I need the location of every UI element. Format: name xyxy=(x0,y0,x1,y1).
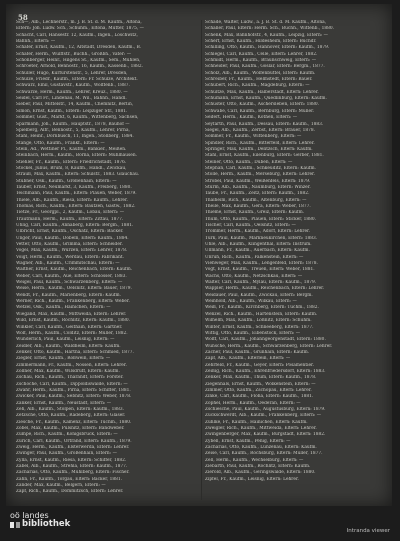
directory-entry: Wappler, Herm., Kaufm., Reichenbach, Eltern: Lehrer. xyxy=(205,286,325,292)
directory-entry: Teichmann, Paul, Kaufm., Eltern: Plauen, Weber, 1879. xyxy=(16,191,137,197)
directory-entry: Stolle, Herm., Kaufm., Merseburg, Eltern: Lehrer. xyxy=(205,172,315,178)
directory-entry: Steiner, Otto, Kaufm., Düben, Eltern: — xyxy=(205,159,293,165)
directory-entry: Stöckel, Julius, Brühl, 8, Kaufm., Handl., Zwickau, xyxy=(16,165,127,171)
directory-entry: Zabel, Alb., Kaufm., Strehla, Eltern: Kaufm., 1877. xyxy=(16,464,128,470)
directory-entry: Spielberg, Alfr., Bennostr., 5, Kaufm., Lehrer, Pirna, xyxy=(16,127,130,133)
directory-entry: Tischer, Carl, Kaufm., Oelsnitz, Eltern: — xyxy=(205,223,296,228)
directory-entry: Zwicker, Paul, Kaufm., Sebnitz, Eltern: Weber, 1878. xyxy=(16,394,132,400)
directory-entry: Wünsche, Herm., Kaufm., Schwarzenberg, Eltern: Lehrer. xyxy=(205,343,333,349)
logo-text-top: oö landes xyxy=(10,511,49,520)
directory-entry: Sommer, Gust., Markt, 6, Kaufm., Wittenberg, Sachsen, xyxy=(16,115,139,121)
viewer-link[interactable]: Intranda viewer xyxy=(346,528,390,534)
directory-entry: Zschiesche, Paul, Kaufm., Augustusburg, Eltern: 1879. xyxy=(205,406,326,412)
directory-entry: Vetter, Otto, Kaufm., Grimma, Eltern: Schneider. xyxy=(16,242,123,248)
directory-entry: Sturm, Alb., Kaufm., Naumburg, Eltern: Winzer. xyxy=(205,184,311,190)
directory-entry: Walter, Carl, Kaufm., Mylau, Eltern: Kaufm., 1879. xyxy=(205,280,317,286)
directory-entry: Ziebarth, Paul, Kaufm., Rochlitz, Eltern: Kaufm. xyxy=(205,464,311,470)
directory-entry: Wendt, Fr., Kaufm., Marienberg, Eltern: Kaufm. xyxy=(16,292,121,298)
directory-entry: Wunderlich, Paul, Kaufm., Leisnig, Eltern: — xyxy=(16,337,115,343)
directory-entry: Schmidt, Herm., Kaufm., Braunschweig, Eltern: — xyxy=(205,58,317,64)
directory-entry: Viehweger, Max, Kaufm., Lengenfeld, Eltern: 1878. xyxy=(205,261,318,267)
directory-entry: Trautmann, Herm., Kaufm., Eltern: Zittau, 1877. xyxy=(16,216,124,222)
left-column xyxy=(16,20,199,504)
directory-entry: Zwahr, Herm., Kaufm., Pirna, Eltern: Schiffer, 1881. xyxy=(16,387,131,393)
directory-entry: Theile, Max, Kaufm., Gera, Eltern: Weber, 1877. xyxy=(205,203,311,209)
directory-entry: Seifert, Herm., Kaufm., Köthen, Eltern: — xyxy=(205,115,298,121)
directory-entry: Sparmann, Joh., Kaufm., Hauptstr., 1878, Bauhof — xyxy=(16,121,130,127)
directory-entry: Ziesche, Fr., Kaufm., Kamenz, Eltern: Tuchm., 1880. xyxy=(16,419,132,425)
directory-entry: Stübner, Osk., Kaufm., Großenhain, Eltern: — xyxy=(16,178,117,184)
directory-entry: Wenzel, Rich., Kaufm., Hartenstein, Eltern: Kaufm. xyxy=(205,311,318,317)
right-column xyxy=(205,20,388,504)
directory-entry: Zierold, Alb., Kaufm., Geringswalde, Eltern: 1880. xyxy=(205,470,316,476)
directory-entry: Schwarz, Emil, Gustavstr., Kaufm., Wolffenb., 1887. xyxy=(16,83,130,89)
directory-entry: Wolf, Herm., Kaufm., Colditz, Eltern: Müller, 1882. xyxy=(16,330,128,336)
directory-entry: Thum, Otto, Kaufm., Plauen, Eltern: Sticker, 1880. xyxy=(205,216,317,222)
directory-entry: Zühlke, Fr., Kaufm., Hainichen, Eltern: Kaufm. xyxy=(205,419,308,425)
directory-entry: Zeise, Carl, Kaufm., Rochsburg, Eltern: Müller, 1877. xyxy=(205,451,323,457)
directory-entry: Schneider, Paul, Kaufm., Goslar, Eltern: Bergm., 1877. xyxy=(205,64,325,70)
logo-line-2 xyxy=(10,520,70,529)
directory-entry: Zahn, Fr., Kaufm., Torgau, Eltern: Bäcker, 1881. xyxy=(16,476,123,482)
directory-entry: Weidauer, Paul, Kaufm., Zwickau, Eltern: Bergm. xyxy=(205,292,313,298)
directory-entry: Schade, Walter, Ludw., a. J. B. St. d. M. Kaufm., Altona, xyxy=(205,20,327,25)
scanned-page xyxy=(6,4,392,506)
directory-entry: Zacharias, Otto, Kaufm., Mühlberg, Eltern: Fischer. xyxy=(16,470,130,476)
directory-entry: Wiegand, Max, Kaufm., Mittweida, Eltern: Lehrer. xyxy=(16,311,127,317)
directory-entry: Zander, Max, Kaufm., Belgern, Eltern: — xyxy=(16,483,106,489)
directory-entry: Scherf, Ernst, Kaufm., Hildesheim, Eltern: Buchdr. xyxy=(205,39,317,45)
directory-entry: Schilling, Otto, Kaufm., Hannover, Eltern: Kaufm., 1879. xyxy=(205,45,330,51)
directory-entry: Zweigler, Rich., Kaufm., Mittweida, Eltern: Lehrer. xyxy=(205,426,317,431)
directory-entry: Springer, Max, Kaufm., Delitzsch, Eltern: Kaufm. xyxy=(205,146,313,152)
directory-entry: Unruh, Rich., Kaufm., Falkenstein, Eltern: — xyxy=(205,254,304,260)
directory-entry: Weinhold, Alb., Kaufm., Wilkau, Eltern: — xyxy=(205,299,297,305)
directory-entry: Zuckschwerdt, Alb., Kaufm., Frankenberg, Eltern: — xyxy=(205,413,322,419)
directory-entry: Zumpe, Rich., Kaufm., Königsbrück, Eltern: — xyxy=(16,432,118,438)
directory-entry: Zinke, Carl, Kaufm., Flöha, Eltern: Kaufm., 1881. xyxy=(205,394,314,400)
directory-entry: Zänker, Ernst, Kaufm., Neustadt, Eltern: — xyxy=(16,400,112,406)
directory-entry: Zapf, Rich., Kaufm., Dommitzsch, Eltern: Lehrer. xyxy=(16,489,124,495)
directory-entry: Schwabe, Carl, Kaufm., Bernburg, Eltern: Müller. xyxy=(205,108,315,114)
directory-entry: Schenk, Max, Bahnhofstr., 4, Kaufm., Leipzig, Eltern: — xyxy=(205,32,328,38)
directory-entry: Türk, Paul, Kaufm., Markneukirchen, Eltern: 1883. xyxy=(205,235,318,241)
directory-entry: Schäfer, Ernst, Kaufm., 12, Altstadt, Dresden, Kaufm., B. xyxy=(16,45,142,51)
directory-entry: Schäfer, Herm., Wulffstr., Buchh., Großbh., Vater: — xyxy=(16,51,132,57)
directory-entry: Eltern: Joh. Ludw. Sch., Schuhm., Eltona, Mutter, 1875, — xyxy=(16,26,144,32)
directory-entry: Zell, Herm., Kaufm., Wechselburg, Eltern: — xyxy=(205,457,304,463)
directory-entry: Tauber, Ernst, Neumarkt, 3, Kaufm., Freiberg, 1880. xyxy=(16,184,132,190)
directory-entry: Strauß, Max, Kaufm., Eltern: Schulstr., 1883. Glauchau. xyxy=(16,172,140,178)
logo-text-bottom: bibliothek xyxy=(22,519,71,529)
directory-entry: Stange, Otto, Kaufm., Frankf., Eltern: — xyxy=(16,140,105,146)
directory-entry: Zipfel, Fr., Kaufm., Leisnig, Eltern: Lehrer. xyxy=(205,476,299,482)
directory-entry: Thiele, Alb., Kaufm., Riesa, Eltern: Kaufm., Lehrer. xyxy=(16,197,128,203)
directory-entry: Walther, Ernst, Kaufm., Reichenbach, Eltern: Kaufm. xyxy=(16,267,133,273)
directory-entry: Siegel, Alb., Kaufm., Zerbst, Eltern: Brauer, 1878. xyxy=(205,127,316,133)
directory-entry: Zapf, Alb., Kaufm., Elterlein, Eltern: — xyxy=(205,356,291,362)
directory-entry: Zetzsche, Otto, Kaufm., Radeberg, Eltern: Glaser. xyxy=(16,413,126,419)
directory-entry: Vogel, Max, Kaufm., Wurzen, Eltern: Lehrer, 1878. xyxy=(16,248,128,254)
directory-entry: Weigel, Paul, Kaufm., Schwarzenberg, Eltern: — xyxy=(16,280,123,286)
directory-entry: Stahl, Ernst, Kaufm., Eilenburg, Eltern: Gerber, 1881. xyxy=(205,153,324,159)
directory-entry: Zöllner, Max, Kaufm., Wilsdruff, Eltern: Kaufm. xyxy=(16,368,120,374)
directory-entry: Schumann, Ernst, Kaufm., Quedlinburg, Eltern: Kaufm. xyxy=(205,96,327,102)
page-number: 58 xyxy=(18,13,28,22)
directory-entry: Sommer, Fr., Kaufm., Wittenberg, Eltern: — xyxy=(205,134,302,140)
directory-entry: Wild, Ernst, Kaufm., Rochlitz, Eltern: Kaufm., 1880. xyxy=(16,318,131,324)
directory-entry: Vogt, Ernst, Kaufm., Treuen, Eltern: Weber, 1881. xyxy=(205,267,315,273)
directory-entry: Zeidler, Alb., Kaufm., Waldheim, Eltern: Kaufm. xyxy=(16,343,121,349)
directory-entry: Zeißig, Rich., Kaufm., Ehrenfriedersdorf, Eltern: 1883. xyxy=(205,368,326,374)
directory-entry: Stein, Ad., Wettiner Pl., Kaufm., Bankier., Meißen. xyxy=(16,146,127,152)
directory-entry: Zenker, Otto, Kaufm., Hartha, Eltern: Schmied, 1877. xyxy=(16,349,134,355)
directory-entry: Schacht, Carl, Hansestr. 12, Kaufm., Ingen., Loschwitz, xyxy=(16,32,138,38)
directory-entry: Zenker, Max, Kaufm., Thum, Eltern: Kaufm., 1878. xyxy=(205,375,317,381)
directory-entry: Schroeter, Arnold, Bennostr., 16, Kaufm., Kassenb., 1882. xyxy=(16,64,143,70)
directory-entry: Zschau, Rich., Kaufm., Tharandt, Eltern: Förster. xyxy=(16,375,124,381)
directory-entry: Zacher, Paul, Kaufm., Grünhain, Eltern: Kaufm. xyxy=(205,349,310,355)
directory-entry: Winter, Ernst, Kaufm., Schneeberg, Eltern: 1877. xyxy=(205,324,314,330)
directory-entry: Zimmer, Otto, Kaufm., Zschopau, Eltern: Lehrer. xyxy=(205,387,312,393)
directory-entry: Uhlig, Carl, Kaufm., Annaberg, Eltern: Bergm., 1881. xyxy=(16,223,134,228)
directory-entry: Thalheim, Rich., Kaufm., Altenburg, Eltern: — xyxy=(205,197,307,203)
directory-entry: Zwingenberger, Max, Kaufm., Burgstädt, Eltern: 1882. xyxy=(205,432,326,438)
directory-entry: Zehrfeld, Fr., Kaufm., Geyer, Eltern: Posamentier. xyxy=(205,362,315,368)
directory-entry: Schultze, Max, Kaufm., Halberstadt, Eltern: Lehrer. xyxy=(205,89,319,95)
directory-entry: Schüller, Hugo, Kurfürstenstr., 5, Lehrer, Dresden, xyxy=(16,70,128,76)
directory-entry: Winkler, Carl, Kaufm., Geithain, Eltern: Gärtner. xyxy=(16,324,123,330)
directory-entry: Schlegel, Carl, Kaufm., Celle, Eltern: Lehrer, 1882. xyxy=(205,51,318,57)
directory-entry: Zybell, Ernst, Kaufm., Penig, Eltern: — xyxy=(205,438,291,444)
directory-entry: Sieber, Paul, Mittelstr., 14, Kaufm., Chemnitz, Berlin, xyxy=(16,102,134,108)
directory-entry: Ullmann, Fr., Kaufm., Auerbach, Eltern: Kaufm. xyxy=(205,248,310,254)
directory-entry: Werner, Rich., Kaufm., Frankenberg, Eltern: Weber. xyxy=(16,299,130,305)
directory-entry: Wittig, Otto, Kaufm., Eibenstock, Eltern: — xyxy=(205,330,301,336)
directory-entry: Voigt, Herm., Kaufm., Werdau, Eltern: Fabrikant. xyxy=(16,254,125,260)
directory-entry: Weber, Carl, Kaufm., Aue, Eltern: Schlosser, 1883. xyxy=(16,273,127,279)
directory-entry: Steinbach, Herm., Kaufm., Borna, Eltern: Mühlhausen. xyxy=(16,153,137,159)
directory-entry: Zschoche, Carl, Kaufm., Dippoldiswalde, Eltern: — xyxy=(16,381,128,387)
directory-entry: Schwarze, Herm., Kaufm., Lehrer, Kreuz., 1880. — xyxy=(16,89,128,95)
directory-entry: Scholz, Alb., Kaufm., Wolfenbüttel, Eltern: Kaufm. xyxy=(205,70,316,76)
directory-entry: Seidel, Carl Fr., Lindenau, M. Wil., Bahnh., Handl. xyxy=(16,96,127,102)
directory-entry: Schulze, Friedr., Kaufm., Eltern: Fr. Schulze, Architekt. xyxy=(16,77,138,83)
directory-entry: Thieme, Ernst, Kaufm., Greiz, Eltern: Kaufm. xyxy=(205,210,305,216)
directory-entry: Stiehler, Fr., Kaufm., Eltern: Friedrichstadt, 1876. xyxy=(16,159,127,165)
directory-entry: Wetzel, Osk., Kaufm., Hainichen, Eltern: — xyxy=(16,305,111,311)
directory-entry: Zurich, Carl, Kaufm., Ortrand, Eltern: Kaufm., 1879. xyxy=(16,438,132,444)
directory-entry: Ziegler, Ernst, Kaufm., Roßwein, Eltern: — xyxy=(16,356,111,362)
directory-entry: Schönberger, Heinr., Hilgens St., Kaufm., Sem., Mühlen, xyxy=(16,58,141,64)
directory-entry: Zylla, Ernst, Kaufm., Riesa, Eltern: Schiffer, 1882. xyxy=(16,457,127,463)
directory-entry: Zobel, Max, Kaufm., Pulsnitz, Eltern: Bandweber. xyxy=(16,426,125,431)
directory-entry: Wachs, Otto, Kaufm., Netzschkau, Eltern: — xyxy=(205,273,303,279)
directory-entry: Sch—, Alb., Lechnerstr., m. J. B. St. d. M. Kaufm., Altona, xyxy=(16,20,142,25)
directory-entry: Schreiber, Fr., Kaufm., Helmstedt, Eltern: Bauer. xyxy=(205,77,313,83)
directory-entry: Thomas, Rich., Kaufm., Eltern: Bautzen, Gastw., 1882. xyxy=(16,203,136,209)
logo-bar-icon xyxy=(10,522,14,528)
directory-entry: Stephan, Carl, Kaufm., Schkeuditz, Eltern: Kaufm. xyxy=(205,165,316,171)
directory-entry: Zacharias, Otto, Kaufm., Lunzenau, Eltern: Kaufm. xyxy=(205,445,317,451)
directory-entry: Schaller, Paul, Eltern: Herm. Sch., Buchh., Wittenb., 1880. xyxy=(205,26,334,32)
directory-entry: Zwinger, Paul, Kaufm., Großenhain, Eltern: — xyxy=(16,451,117,457)
directory-entry: Stahl, Heinr., Dornbusch, 11, Ingen., Stollberg, 1884. xyxy=(16,134,134,140)
directory-entry: Wilhelm, Max, Kaufm., Lößnitz, Eltern: Schuhm. xyxy=(205,318,312,324)
directory-entry: Zeh, Alb., Kaufm., Stolpen, Eltern: Kaufm., 1883. xyxy=(16,406,125,412)
directory-entry: Strobel, Paul, Kaufm., Weißenfels, Eltern: 1879. xyxy=(205,178,311,184)
directory-entry: Zweig, Herm., Kaufm., Elsterwerda, Eltern: Lehrer. xyxy=(16,445,130,451)
directory-entry: Weiß, Fr., Kaufm., Kirchberg, Eltern: Tuchm., 1882. xyxy=(205,305,319,311)
directory-entry: Wagner, Alb., Kaufm., Crimmitschau, Eltern: — xyxy=(16,261,120,267)
directory-entry: Simon, Ernst, Kaufm., Eltern: Leipziger Str., 1881. xyxy=(16,108,128,114)
directory-entry: Schubert, Rich., Kaufm., Magdeburg, Eltern: — xyxy=(205,83,310,89)
library-logo[interactable] xyxy=(10,511,70,529)
directory-entry: Zimmermann, Fr., Kaufm., Nossen, Eltern: Lehrer. xyxy=(16,362,127,368)
directory-entry: Zöphel, Herm., Kaufm., Oederan, Eltern: — xyxy=(205,400,301,406)
column-divider xyxy=(201,20,202,500)
logo-bar-icon xyxy=(16,522,20,528)
directory-entry: Taube, Fr., Kaufm., Zeitz, Eltern: Kaufm., 1882. xyxy=(205,191,310,197)
directory-entry: Wolff, Carl, Kaufm., Johanngeorgenstadt, Eltern: 1880. xyxy=(205,337,326,343)
directory-entry: Uhle, Alb., Kaufm., Klingenthal, Eltern: Instrum. xyxy=(205,242,312,248)
directory-entry: Seyfarth, Paul, Kaufm., Dessau, Eltern: Kaufm., 1883. xyxy=(205,121,324,127)
directory-entry: Unger, Paul, Kaufm., Döbeln, Eltern: Kaufm., 1884. xyxy=(16,235,129,241)
directory-entry: Tietze, Fr., Georgpl., 2, Kaufm., Löbau, Eltern: — xyxy=(16,210,125,216)
directory-entry: Ziegenhals, Ernst, Kaufm., Wolkenstein, Eltern: — xyxy=(205,381,316,387)
directory-entry: Spindler, Rich., Kaufm., Bitterfeld, Eltern: Lehrer. xyxy=(205,140,315,146)
directory-entry: Bahnh., Eltern: — xyxy=(16,39,56,45)
directory-entry: Trommer, Herm., Kaufm., Adorf, Eltern: Lehrer. xyxy=(205,229,311,235)
directory-entry: Weise, Herm., Kaufm., Oelsnitz, Eltern: Bauer, 1879. xyxy=(16,286,132,292)
directory-entry: Ulbricht, Ernst, Kaufm., Oschatz, Eltern: Bäcker. xyxy=(16,229,124,235)
directory-entry: Schuster, Otto, Kaufm., Aschersleben, Eltern: 1880. xyxy=(205,102,319,108)
